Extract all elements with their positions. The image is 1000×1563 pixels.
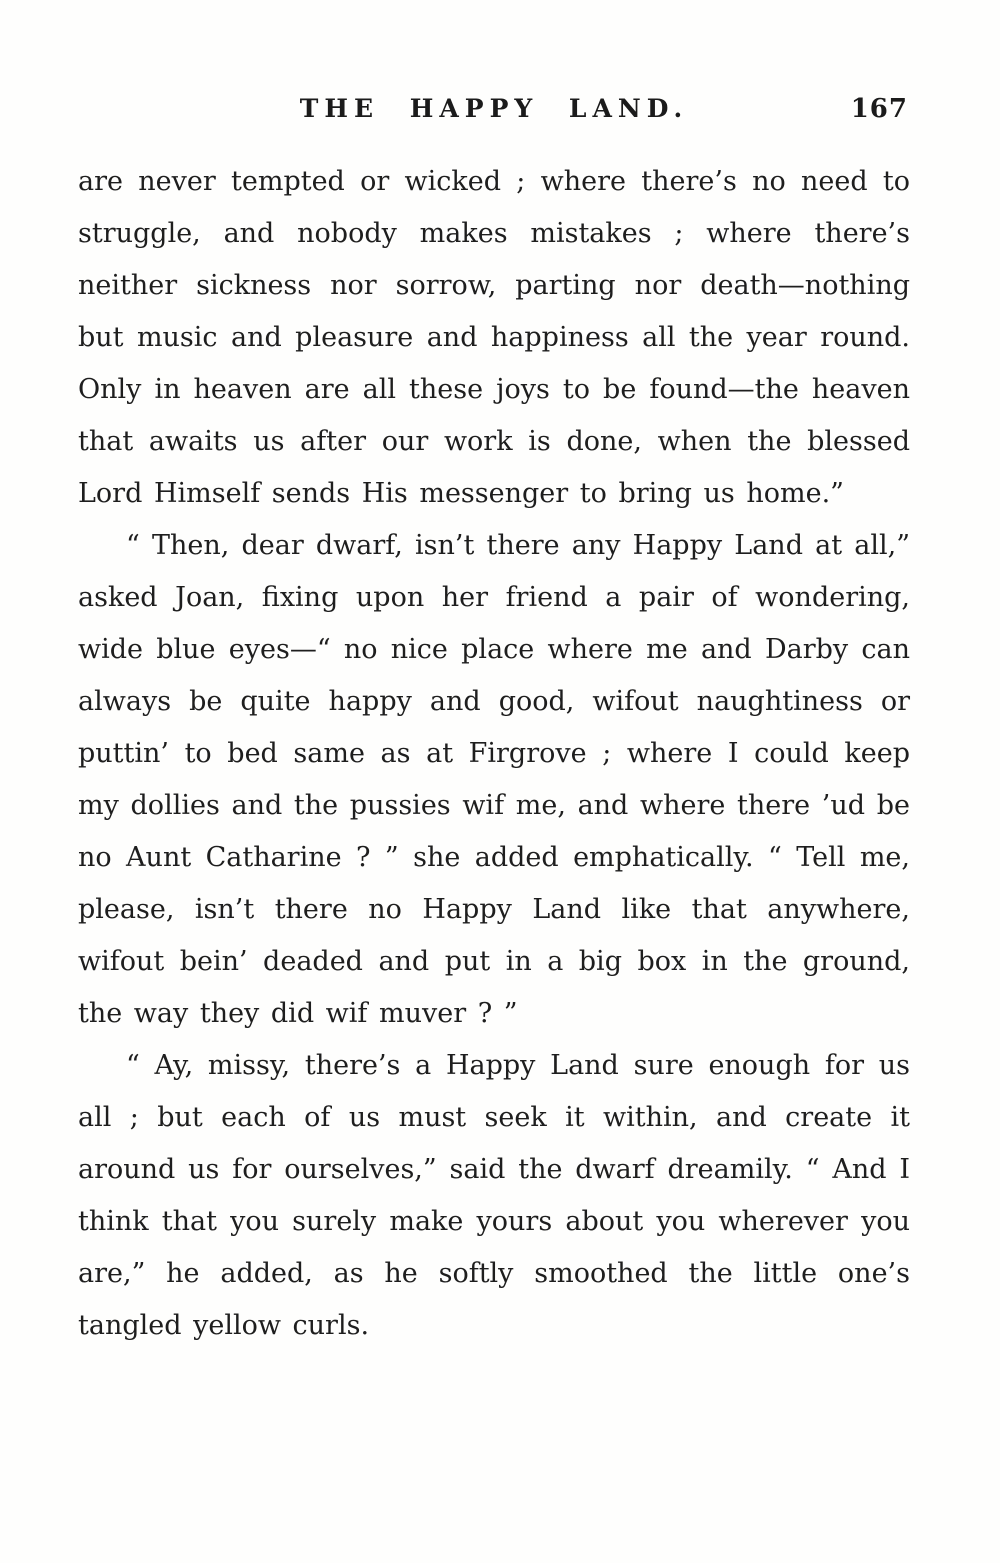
- page-header: [78, 94, 910, 128]
- page-number: 167: [850, 94, 908, 124]
- paragraph-1: are never tempted or wicked ; where there’s no need to struggle, and nobody makes mistakes ; where there’s neither sickness nor sorrow, parting nor death—nothing but music and pleasure and happiness all the year round. Only in heaven are all these joys to be found—the heaven that awaits us after our work is done, when the blessed Lord Himself sends His messenger to bring us home.”: [78, 166, 910, 509]
- paragraph-3: “ Ay, missy, there’s a Happy Land sure enough for us all ; but each of us must seek it within, and create it around us for ourselves,” said the dwarf dreamily. “ And I think that you surely make yours about you wherever you are,” he added, as he softly smoothed the little one’s tangled yellow curls.: [78, 1050, 910, 1341]
- page-body: [78, 156, 910, 1352]
- running-title: THE HAPPY LAND.: [299, 94, 689, 123]
- paragraph-2: “ Then, dear dwarf, isn’t there any Happy Land at all,” asked Joan, fixing upon her friend a pair of wondering, wide blue eyes—“ no nice place where me and Darby can always be quite happy and good, wifout naughtiness or puttin’ to bed same as at Firgrove ; where I could keep my dollies and the pussies wif me, and where there ’ud be no Aunt Catharine ? ” she added emphatically. “ Tell me, please, isn’t there no Happy Land like that anywhere, wifout bein’ deaded and put in a big box in the ground, the way they did wif muver ? ”: [78, 530, 910, 1029]
